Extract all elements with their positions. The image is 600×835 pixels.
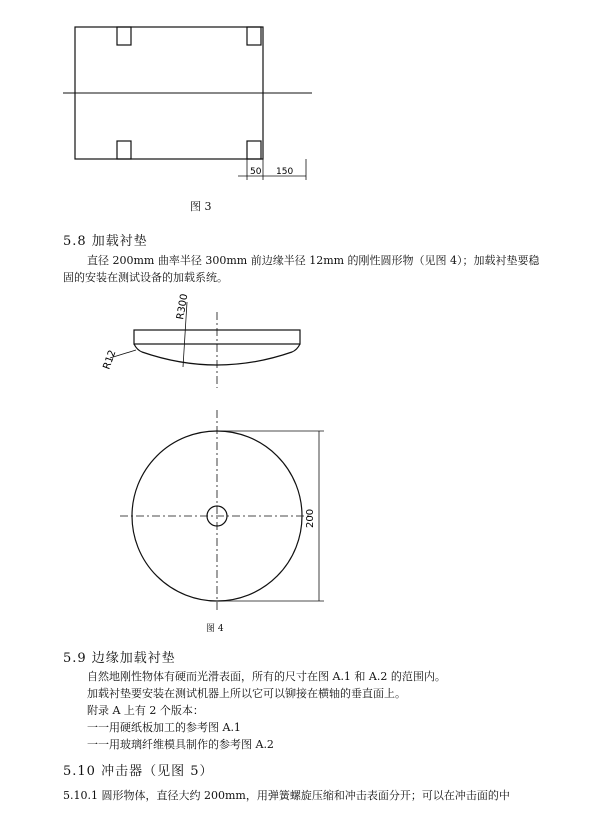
section-5-9-line4: 一一用硬纸板加工的参考图 A.1: [87, 721, 241, 734]
fig3-dim-150: 150: [276, 167, 294, 177]
fig4-r300-label: R300: [175, 292, 191, 321]
section-5-10-1-text: 5.10.1 圆形物体，直径大约 200mm，用弹簧螺旋压缩和冲击表面分开；可以在冲击面的中: [63, 789, 510, 802]
fig4-diameter-label: 200: [305, 508, 316, 528]
section-5-9-line3: 附录 A 上有 2 个版本：: [87, 704, 204, 717]
figure-4-caption: 图 4: [206, 624, 224, 634]
section-5-8-heading: 5.8 加载衬垫: [63, 234, 148, 249]
section-5-9-heading: 5.9 边缘加载衬垫: [63, 651, 176, 666]
section-5-10-heading: 5.10 冲击器（见图 5）: [63, 764, 214, 779]
section-5-9-line1: 自然地刚性物体有硬而光滑表面，所有的尺寸在图 A.1 和 A.2 的范围内。: [87, 670, 446, 683]
figure-3-caption: 图 3: [190, 200, 212, 213]
section-5-9-line2: 加载衬垫要安装在测试机器上所以它可以铆接在横轴的垂直面上。: [87, 687, 406, 700]
section-5-8-line1: 直径 200mm 曲率半径 300mm 前边缘半径 12mm 的刚性圆形物（见图 4）；加载衬垫要稳: [87, 254, 540, 267]
section-5-8-line2: 固的安装在测试设备的加载系统。: [63, 271, 228, 284]
fig4-r12-label: R12: [101, 348, 119, 372]
section-5-9-line5: 一一用玻璃纤维模具制作的参考图 A.2: [87, 738, 274, 751]
fig3-dim-50: 50: [250, 167, 262, 177]
